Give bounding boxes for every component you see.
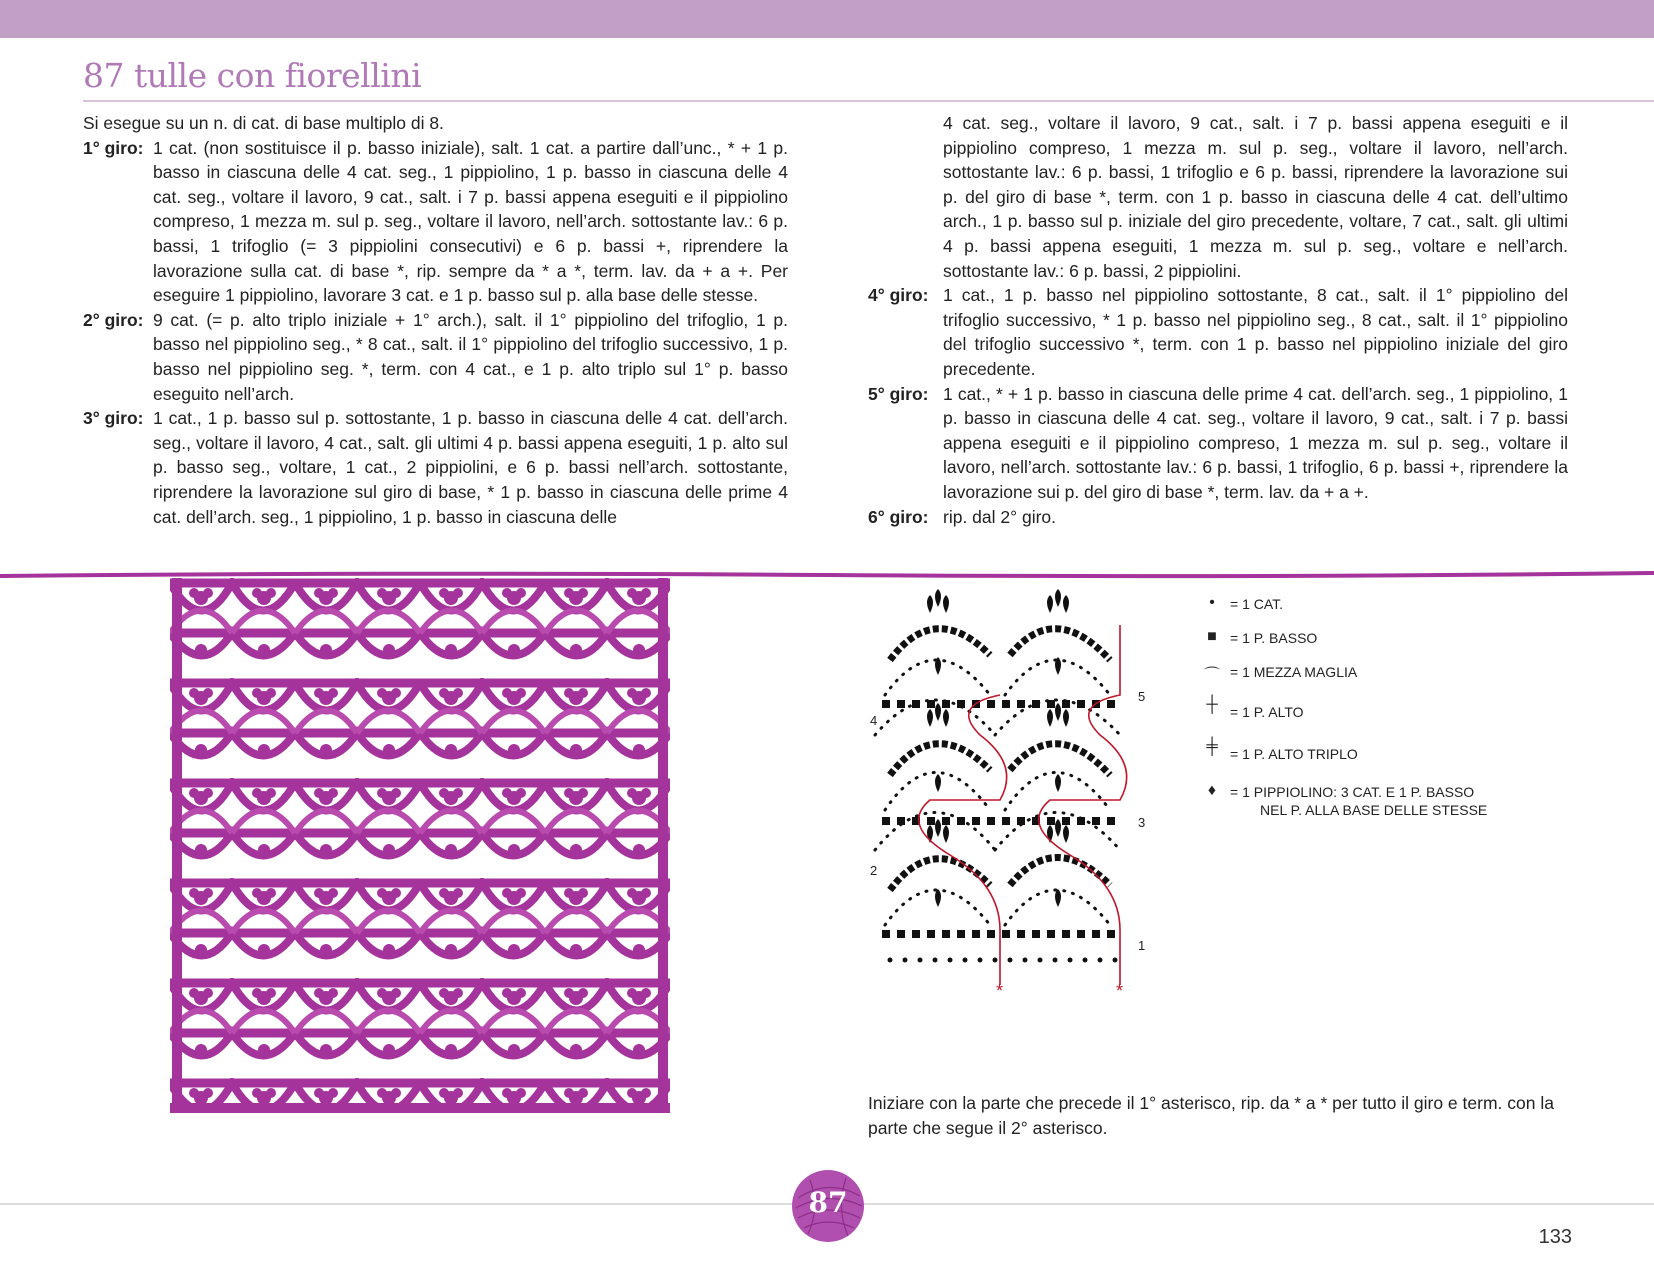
round-3-label: 3° giro: [83,408,144,429]
round-2-instruction [83,308,788,406]
legend-label-double-crochet: = 1 P. ALTO [1230,704,1304,720]
single-crochet-square-icon: ■ [1207,628,1217,645]
crochet-chart-diagram [870,585,1200,1005]
triple-treble-icon: ╪ [1206,738,1218,755]
title-divider [83,100,1654,102]
asterisk-2: * [1116,981,1124,1001]
round-4-instruction [868,283,1568,381]
intro-text: Si esegue su un n. di cat. di base multiplo di 8. [83,113,444,133]
legend-label-triple-treble: = 1 P. ALTO TRIPLO [1230,746,1358,762]
instructions-left-column [83,111,788,529]
round-5-label: 5° giro: [868,383,929,404]
badge-number: 87 [808,1186,848,1219]
legend-label-picot: = 1 PIPPIOLINO: 3 CAT. E 1 P. BASSO [1230,784,1475,800]
crochet-swatch-photo [170,578,670,1113]
legend-label-slip-stitch: = 1 MEZZA MAGLIA [1230,664,1358,680]
round-6-instruction [868,505,1568,530]
round-2-text: 9 cat. (= p. alto triplo iniziale + 1° arch.), salt. il 1° pippiolino del trifoglio, 1 p. basso nel pippiolino seg., * 8 cat., salt. il 1° pippiolino del trifoglio successivo, 1 p. basso nel pippiolino seg. *, term. con 4 cat., e 1 p. alto triplo sul 1° p. basso eseguito nell’arch. [153,309,788,404]
round-1-text: 1 cat. (non sostituisce il p. basso iniziale), salt. 1 cat. a partire dall’unc., * + 1 p. basso in ciascuna delle 4 cat. seg., 1 pippiolino, 1 p. basso in ciascuna delle 4 cat. seg., voltare il lavoro, 9 cat., salt. i 7 p. bassi appena eseguiti e il pippiolino compreso, 1 mezza m. sul p. seg., voltare il lavoro, nell’arch. sottostante lav.: 6 p. bassi, 1 trifoglio (= 3 pippiolini consecutivi) e 6 p. bassi +, riprendere la lavorazione sulla cat. di base *, rip. sempre da * a *, term. lav. da + a +. Per eseguire 1 pippiolino, lavorare 3 cat. e 1 p. basso sul p. alla base delle stesse. [153,137,788,306]
round-3-text: 1 cat., 1 p. basso sul p. sottostante, 1 p. basso in ciascuna delle 4 cat. dell’arch. seg., voltare il lavoro, 4 cat., salt. gli ultimi 4 p. bassi appena eseguiti, 1 p. alto sul p. basso seg., voltare, 1 cat., 2 pippiolini, e 6 p. bassi nell’arch. sottostante, riprendere la lavorazione sul giro di base, * 1 p. basso in ciascuna delle prime 4 cat. dell’arch. seg., 1 pippiolino, 1 p. basso in ciascuna delle [153,408,788,527]
round-5-text: 1 cat., * + 1 p. basso in ciascuna delle prime 4 cat. dell’arch. seg., 1 pippiolino, 1 p. basso in ciascuna delle 4 cat. seg., voltare il lavoro, 9 cat., salt. i 7 p. bassi appena eseguiti e il pippiolino compreso, 1 mezza m. sul p. seg., voltare il lavoro, nell’arch. sottostante lav.: 6 p. bassi, 1 trifoglio, 6 p. bassi +, riprendere la lavorazione sui p. del giro di base *, term. lav. da + a +. [943,383,1568,502]
round-6-label: 6° giro: [868,506,929,527]
round-2-label: 2° giro: [83,309,144,330]
asterisk-note: Iniziare con la parte che precede il 1° asterisco, rip. da * a * per tutto il giro e term. con la parte che segue il 2° asterisco. [868,1093,1554,1138]
round-number-3: 3 [1138,815,1146,830]
round-number-1: 1 [1138,938,1146,953]
page-number: 133 [1538,1226,1572,1248]
round-6-text: rip. dal 2° giro. [943,506,1057,527]
picot-icon: ♦ [1207,782,1217,799]
round-5-instruction [868,382,1568,505]
double-crochet-icon: ┼ [1206,696,1218,713]
round-number-5: 5 [1138,689,1146,704]
round-number-4: 4 [870,713,878,728]
legend-label-single-crochet: = 1 P. BASSO [1230,630,1318,646]
chain-dot-icon: • [1209,594,1215,611]
round-3-instruction [83,406,788,529]
round-number-2: 2 [870,863,878,878]
legend-label-picot-line2: NEL P. ALLA BASE DELLE STESSE [1260,802,1488,818]
round-4-label: 4° giro: [868,285,929,306]
slip-stitch-arc-icon: ⌒ [1203,667,1220,684]
round-3-continuation: 4 cat. seg., voltare il lavoro, 9 cat., salt. i 7 p. bassi appena eseguiti e il pippiolino compreso, 1 mezza m. sul p. seg., voltare il lavoro, nell’arch. sottostante lav.: 6 p. bassi, 1 trifoglio e 6 p. bassi, riprendere la lavorazione sui p. del giro di base *, term. con 1 p. basso in ciascuna delle 4 cat. dell’ultimo arch., 1 p. basso sul p. iniziale del giro precedente, voltare, 7 cat., salt. gli ultimi 4 p. bassi appena eseguiti, 1 mezza m. sul p. seg., voltare e nell’arch. sottostante lav.: 6 p. bassi, 2 pippiolini. [943,113,1568,281]
legend-label-chain: = 1 CAT. [1230,596,1284,612]
symbol-legend [1200,596,1540,836]
round-1-instruction [83,136,788,308]
round-4-text: 1 cat., 1 p. basso nel pippiolino sottostante, 8 cat., salt. il 1° pippiolino del trifoglio successivo, * 1 p. basso nel pippiolino seg., 8 cat., salt. il 1° pippiolino del trifoglio successivo *, term. con 1 p. basso nel pippiolino iniziale del giro precedente. [943,285,1568,379]
top-color-band [0,0,1654,38]
round-1-label: 1° giro: [83,137,144,158]
instructions-right-column [868,111,1568,529]
page-title: 87 tulle con fiorellini [83,56,422,95]
asterisk-1: * [996,981,1004,1001]
